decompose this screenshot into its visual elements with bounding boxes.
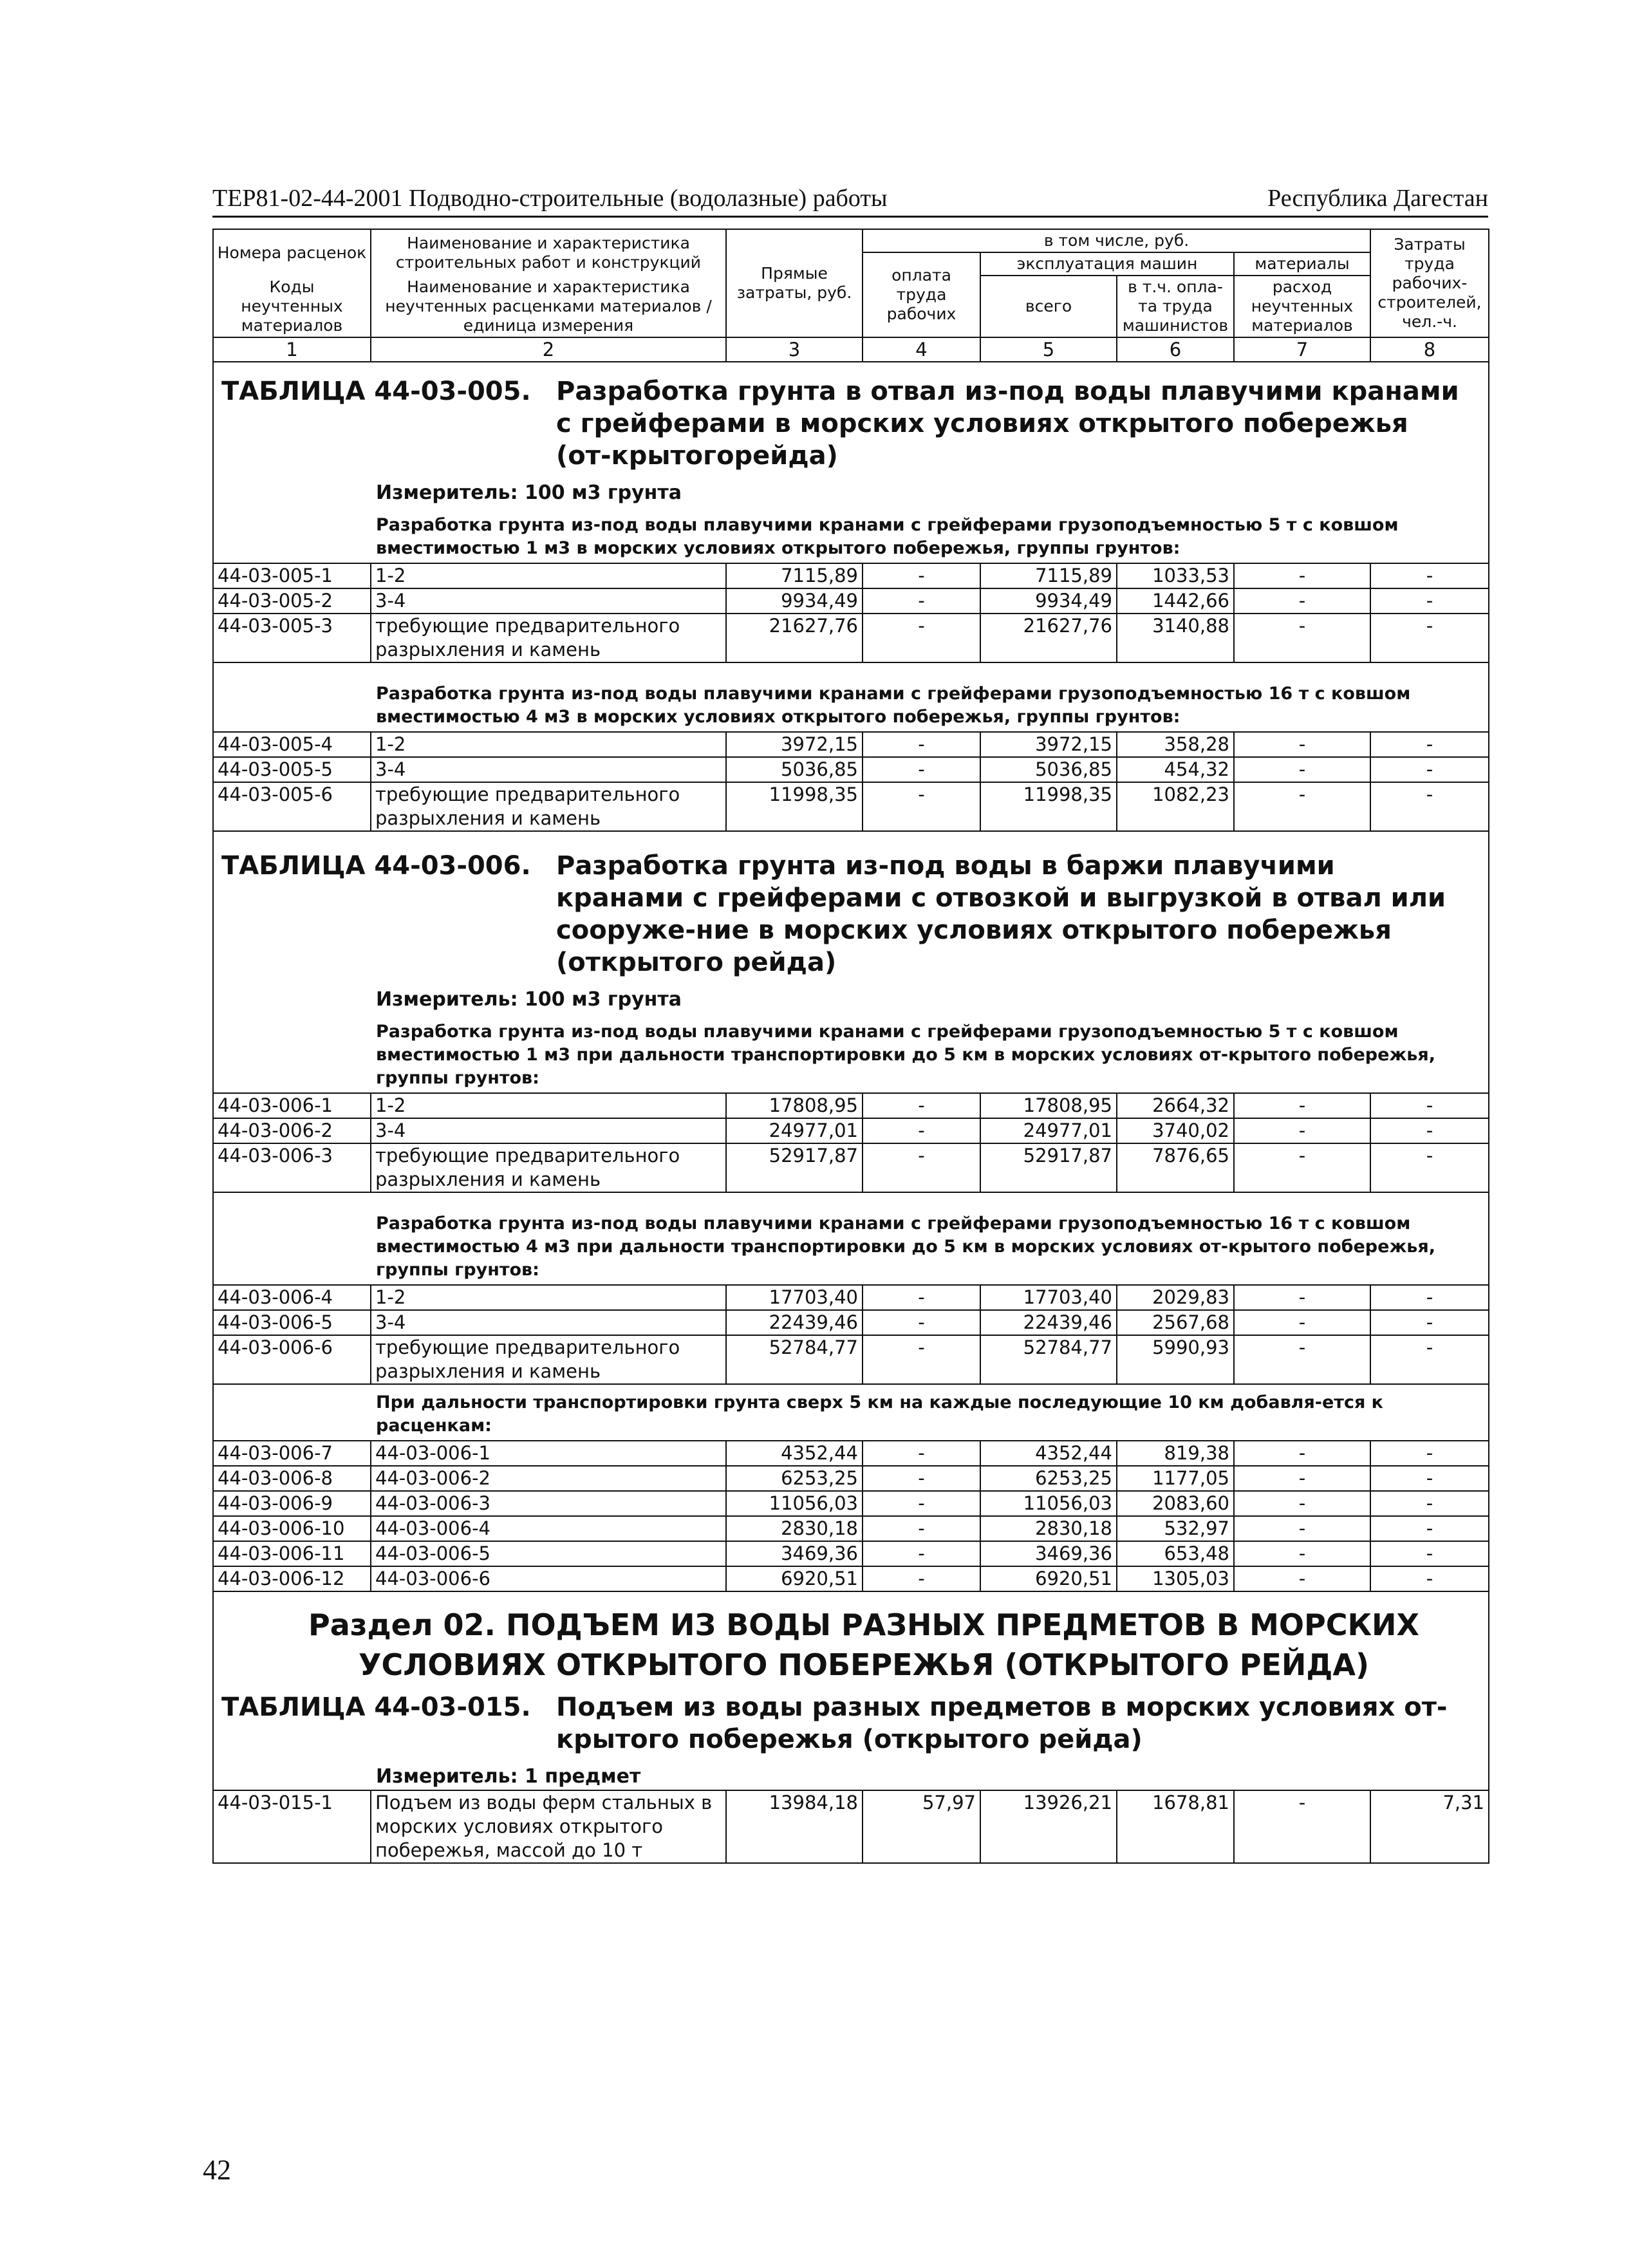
materials-usage: - [1234, 757, 1370, 782]
materials-usage: - [1234, 1335, 1370, 1384]
direct-cost: 6253,25 [726, 1466, 863, 1491]
table-row [213, 1541, 1489, 1566]
group-note: При дальности транспортировки грунта сверх 5 км на каждые последующие 10 км добавля-ется к расценкам: [376, 1392, 1384, 1436]
table-row [213, 1516, 1489, 1541]
labor-hours: - [1370, 614, 1489, 662]
operator-pay: 454,32 [1117, 757, 1234, 782]
worker-pay: - [863, 1566, 980, 1591]
machines-total: 11056,03 [980, 1491, 1117, 1516]
worker-pay: - [863, 757, 980, 782]
machines-total: 22439,46 [980, 1310, 1117, 1335]
labor-hours: - [1370, 1310, 1489, 1335]
operator-pay: 1033,53 [1117, 563, 1234, 588]
rate-code: 44-03-006-1 [213, 1093, 371, 1118]
labor-hours: - [1370, 1566, 1489, 1591]
rate-name: 3-4 [371, 1310, 726, 1335]
rate-code: 44-03-005-2 [213, 588, 371, 614]
operator-pay: 2083,60 [1117, 1491, 1234, 1516]
materials-usage: - [1234, 1541, 1370, 1566]
table-row [213, 732, 1489, 757]
materials-usage: - [1234, 1118, 1370, 1143]
machines-total: 11998,35 [980, 782, 1117, 831]
materials-usage: - [1234, 1143, 1370, 1192]
group-note: Разработка грунта из-под воды плавучими кранами с грейферами грузоподъемностью 5 т с ковшом вместимостью 1 м3 при дальности транспортировки до 5 км в морских условиях от-крытого побережья, группы грунтов: [376, 1022, 1435, 1088]
rate-name: 1-2 [371, 732, 726, 757]
materials-usage: - [1234, 732, 1370, 757]
operator-pay: 5990,93 [1117, 1335, 1234, 1384]
machines-total: 9934,49 [980, 588, 1117, 614]
rate-name: 44-03-006-5 [371, 1541, 726, 1566]
operator-pay: 819,38 [1117, 1441, 1234, 1466]
labor-hours: - [1370, 1335, 1489, 1384]
rate-name: 44-03-006-1 [371, 1441, 726, 1466]
table-row [213, 1441, 1489, 1466]
rate-name: 44-03-006-2 [371, 1466, 726, 1491]
worker-pay: - [863, 1491, 980, 1516]
direct-cost: 11998,35 [726, 782, 863, 831]
col-material-codes: Коды неучтенных материалов [213, 276, 371, 337]
labor-hours: 7,31 [1370, 1790, 1489, 1863]
machines-total: 2830,18 [980, 1516, 1117, 1541]
running-header [212, 174, 1488, 212]
table-row [213, 1491, 1489, 1516]
rate-name: 3-4 [371, 757, 726, 782]
col-machines-total: всего [980, 276, 1117, 337]
labor-hours: - [1370, 563, 1489, 588]
group-note: Разработка грунта из-под воды плавучими кранами с грейферами грузоподъемностью 5 т с ковшом вместимостью 1 м3 в морских условиях открытого побережья, группы грунтов: [376, 515, 1399, 558]
machines-total: 6253,25 [980, 1466, 1117, 1491]
rate-code: 44-03-005-1 [213, 563, 371, 588]
machines-total: 4352,44 [980, 1441, 1117, 1466]
rate-code: 44-03-006-4 [213, 1285, 371, 1310]
rate-code: 44-03-015-1 [213, 1790, 371, 1863]
col-worker-pay: оплата труда рабочих [863, 252, 980, 337]
operator-pay: 3740,02 [1117, 1118, 1234, 1143]
machines-total: 13926,21 [980, 1790, 1117, 1863]
col-labor-hours: Затраты труда рабочих-строителей, чел.-ч. [1370, 229, 1489, 337]
rate-code: 44-03-005-5 [213, 757, 371, 782]
direct-cost: 4352,44 [726, 1441, 863, 1466]
measure-unit: Измеритель: 100 м3 грунта [376, 482, 682, 504]
col-machines: эксплуатация машин [980, 252, 1234, 276]
machines-total: 52917,87 [980, 1143, 1117, 1192]
worker-pay: - [863, 1335, 980, 1384]
table-row [213, 1790, 1489, 1863]
col-rate-number: Номера расценок [213, 229, 371, 276]
table-row [213, 782, 1489, 831]
labor-hours: - [1370, 1466, 1489, 1491]
operator-pay: 1305,03 [1117, 1566, 1234, 1591]
rate-name: требующие предварительного разрыхления и камень [371, 1335, 726, 1384]
labor-hours: - [1370, 1118, 1489, 1143]
rate-code: 44-03-006-3 [213, 1143, 371, 1192]
machines-total: 7115,89 [980, 563, 1117, 588]
worker-pay: - [863, 1118, 980, 1143]
header-rule [212, 216, 1488, 218]
materials-usage: - [1234, 1285, 1370, 1310]
rate-name: 1-2 [371, 1285, 726, 1310]
labor-hours: - [1370, 1143, 1489, 1192]
table-row [213, 1143, 1489, 1192]
materials-usage: - [1234, 1466, 1370, 1491]
machines-total: 3972,15 [980, 732, 1117, 757]
worker-pay: - [863, 1441, 980, 1466]
direct-cost: 11056,03 [726, 1491, 863, 1516]
group-note: Разработка грунта из-под воды плавучими кранами с грейферами грузоподъемностью 16 т с ковшом вместимостью 4 м3 в морских условиях открытого побережья, группы грунтов: [376, 684, 1411, 727]
worker-pay: - [863, 1093, 980, 1118]
table-row [213, 757, 1489, 782]
worker-pay: - [863, 1310, 980, 1335]
labor-hours: - [1370, 1285, 1489, 1310]
rate-name: требующие предварительного разрыхления и камень [371, 1143, 726, 1192]
machines-total: 3469,36 [980, 1541, 1117, 1566]
operator-pay: 2029,83 [1117, 1285, 1234, 1310]
worker-pay: - [863, 1541, 980, 1566]
direct-cost: 22439,46 [726, 1310, 863, 1335]
rate-name: 3-4 [371, 1118, 726, 1143]
region-name: Республика Дагестан [1267, 185, 1488, 212]
worker-pay: - [863, 614, 980, 662]
price-table [212, 229, 1489, 1864]
labor-hours: - [1370, 757, 1489, 782]
table-title-005: ТАБЛИЦА 44-03-005. Разработка грунта в отвал из-под воды плавучими кранами с грейферами в морских условиях открытого побережья (от-крытогорейда) [221, 377, 1459, 471]
labor-hours: - [1370, 1441, 1489, 1466]
machines-total: 24977,01 [980, 1118, 1117, 1143]
col-material-usage: расход неучтенных материалов [1234, 276, 1370, 337]
table-row [213, 614, 1489, 662]
worker-pay: - [863, 1285, 980, 1310]
operator-pay: 1442,66 [1117, 588, 1234, 614]
direct-cost: 7115,89 [726, 563, 863, 588]
col-materials: материалы [1234, 252, 1370, 276]
group-note: Разработка грунта из-под воды плавучими кранами с грейферами грузоподъемностью 16 т с ковшом вместимостью 4 м3 при дальности транспортировки до 5 км в морских условиях от-крытого побережья, группы грунтов: [376, 1214, 1435, 1280]
operator-pay: 1678,81 [1117, 1790, 1234, 1863]
table-title-015: ТАБЛИЦА 44-03-015. Подъем из воды разных предметов в морских условиях от-крытого побережья (открытого рейда) [221, 1692, 1448, 1754]
labor-hours: - [1370, 1093, 1489, 1118]
col-material-names: Наименование и характеристика неучтенных расценками материалов / единица измерения [371, 276, 726, 337]
operator-pay: 653,48 [1117, 1541, 1234, 1566]
document-title: ТЕР81-02-44-2001 Подводно-строительные (водолазные) работы [212, 185, 888, 212]
direct-cost: 5036,85 [726, 757, 863, 782]
operator-pay: 1177,05 [1117, 1466, 1234, 1491]
labor-hours: - [1370, 588, 1489, 614]
materials-usage: - [1234, 614, 1370, 662]
materials-usage: - [1234, 1491, 1370, 1516]
worker-pay: - [863, 1143, 980, 1192]
rate-code: 44-03-006-8 [213, 1466, 371, 1491]
col-operator-pay: в т.ч. опла-та труда машинистов [1117, 276, 1234, 337]
operator-pay: 358,28 [1117, 732, 1234, 757]
direct-cost: 17703,40 [726, 1285, 863, 1310]
direct-cost: 13984,18 [726, 1790, 863, 1863]
direct-cost: 6920,51 [726, 1566, 863, 1591]
direct-cost: 52917,87 [726, 1143, 863, 1192]
page-number: 42 [203, 2154, 231, 2186]
worker-pay: - [863, 1516, 980, 1541]
materials-usage: - [1234, 1093, 1370, 1118]
rate-name: 3-4 [371, 588, 726, 614]
rate-code: 44-03-006-6 [213, 1335, 371, 1384]
operator-pay: 2567,68 [1117, 1310, 1234, 1335]
materials-usage: - [1234, 1566, 1370, 1591]
measure-unit: Измеритель: 1 предмет [376, 1765, 641, 1788]
table-row [213, 1093, 1489, 1118]
direct-cost: 3469,36 [726, 1541, 863, 1566]
direct-cost: 17808,95 [726, 1093, 863, 1118]
materials-usage: - [1234, 1441, 1370, 1466]
rate-name: Подъем из воды ферм стальных в морских условиях открытого побережья, массой до 10 т [371, 1790, 726, 1863]
table-title-006: ТАБЛИЦА 44-03-006. Разработка грунта из-под воды в баржи плавучими кранами с грейферами с отвозкой и выгрузкой в отвал или сооруже-ние в морских условиях открытого побережья (открытого рейда) [221, 851, 1446, 977]
table-row [213, 1118, 1489, 1143]
col-work-name: Наименование и характеристика строительных работ и конструкций [371, 229, 726, 276]
table-row [213, 563, 1489, 588]
materials-usage: - [1234, 563, 1370, 588]
materials-usage: - [1234, 1790, 1370, 1863]
operator-pay: 2664,32 [1117, 1093, 1234, 1118]
col-direct-costs: Прямые затраты, руб. [726, 229, 863, 337]
direct-cost: 2830,18 [726, 1516, 863, 1541]
measure-unit: Измеритель: 100 м3 грунта [376, 988, 682, 1011]
rate-code: 44-03-006-11 [213, 1541, 371, 1566]
rate-code: 44-03-006-10 [213, 1516, 371, 1541]
table-row [213, 1566, 1489, 1591]
operator-pay: 532,97 [1117, 1516, 1234, 1541]
worker-pay: - [863, 563, 980, 588]
machines-total: 52784,77 [980, 1335, 1117, 1384]
rate-name: 44-03-006-3 [371, 1491, 726, 1516]
machines-total: 6920,51 [980, 1566, 1117, 1591]
rate-code: 44-03-006-7 [213, 1441, 371, 1466]
operator-pay: 7876,65 [1117, 1143, 1234, 1192]
rate-name: 44-03-006-6 [371, 1566, 726, 1591]
rate-name: требующие предварительного разрыхления и камень [371, 614, 726, 662]
direct-cost: 21627,76 [726, 614, 863, 662]
rate-name: требующие предварительного разрыхления и камень [371, 782, 726, 831]
machines-total: 21627,76 [980, 614, 1117, 662]
direct-cost: 9934,49 [726, 588, 863, 614]
table-row [213, 1285, 1489, 1310]
materials-usage: - [1234, 1516, 1370, 1541]
materials-usage: - [1234, 588, 1370, 614]
table-row [213, 1466, 1489, 1491]
worker-pay: 57,97 [863, 1790, 980, 1863]
rate-name: 1-2 [371, 1093, 726, 1118]
header-row [213, 229, 1489, 252]
rate-code: 44-03-005-6 [213, 782, 371, 831]
rate-code: 44-03-006-9 [213, 1491, 371, 1516]
operator-pay: 1082,23 [1117, 782, 1234, 831]
direct-cost: 3972,15 [726, 732, 863, 757]
rate-code: 44-03-006-2 [213, 1118, 371, 1143]
rate-code: 44-03-005-3 [213, 614, 371, 662]
direct-cost: 52784,77 [726, 1335, 863, 1384]
rate-code: 44-03-006-5 [213, 1310, 371, 1335]
machines-total: 17808,95 [980, 1093, 1117, 1118]
section-title: Раздел 02. ПОДЪЕМ ИЗ ВОДЫ РАЗНЫХ ПРЕДМЕТОВ В МОРСКИХ УСЛОВИЯХ ОТКРЫТОГО ПОБЕРЕЖЬЯ (ОТКРЫТОГО РЕЙДА) [308, 1607, 1420, 1682]
labor-hours: - [1370, 782, 1489, 831]
rate-name: 44-03-006-4 [371, 1516, 726, 1541]
table-row [213, 1335, 1489, 1384]
machines-total: 5036,85 [980, 757, 1117, 782]
col-group-incl: в том числе, руб. [863, 229, 1370, 252]
worker-pay: - [863, 588, 980, 614]
labor-hours: - [1370, 732, 1489, 757]
table-row [213, 588, 1489, 614]
operator-pay: 3140,88 [1117, 614, 1234, 662]
worker-pay: - [863, 732, 980, 757]
column-numbers-row: 1 2 3 4 5 6 7 8 [213, 337, 1489, 362]
rate-code: 44-03-006-12 [213, 1566, 371, 1591]
rate-code: 44-03-005-4 [213, 732, 371, 757]
worker-pay: - [863, 1466, 980, 1491]
worker-pay: - [863, 782, 980, 831]
machines-total: 17703,40 [980, 1285, 1117, 1310]
table-row [213, 1310, 1489, 1335]
materials-usage: - [1234, 782, 1370, 831]
labor-hours: - [1370, 1516, 1489, 1541]
labor-hours: - [1370, 1491, 1489, 1516]
rate-name: 1-2 [371, 563, 726, 588]
labor-hours: - [1370, 1541, 1489, 1566]
materials-usage: - [1234, 1310, 1370, 1335]
direct-cost: 24977,01 [726, 1118, 863, 1143]
